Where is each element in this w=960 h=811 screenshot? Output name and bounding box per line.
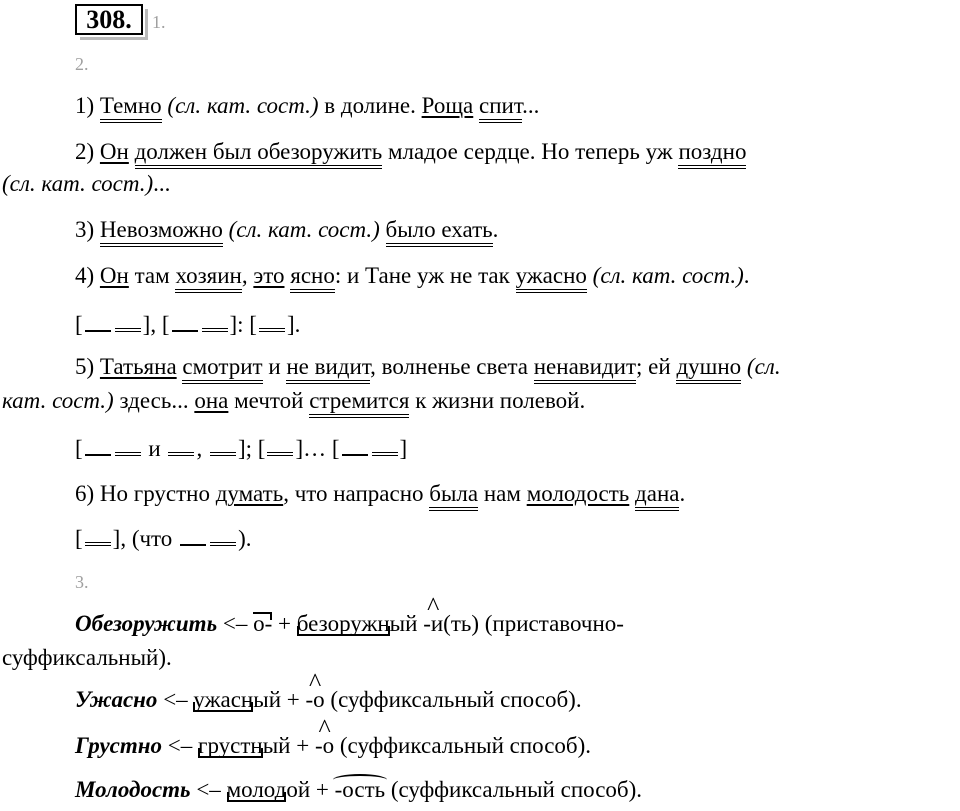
text: , что напрасно <box>283 481 424 506</box>
sentence-number: 4) <box>75 263 95 288</box>
subject: молодость <box>526 481 630 506</box>
predicate: дана <box>635 481 679 511</box>
text: ... <box>153 171 171 196</box>
predicate: Темно <box>100 93 162 123</box>
subject: думать <box>215 481 284 506</box>
sentence-2 <box>75 138 746 166</box>
subject-mark <box>85 310 111 332</box>
sentence-4 <box>75 262 750 290</box>
bracket: ]; [ <box>237 436 266 461</box>
subject-mark <box>172 310 198 332</box>
text: : и Тане уж не так <box>334 263 510 288</box>
grammar-note: (сл. <box>746 354 781 379</box>
morph-4 <box>75 776 642 804</box>
text: , <box>241 263 248 288</box>
predicate-mark <box>259 310 285 332</box>
sentence-6 <box>75 480 685 508</box>
bracket: ] <box>399 436 408 461</box>
predicate-mark <box>267 434 293 456</box>
suffix: ^ -о <box>315 732 334 760</box>
stem: безоружн <box>296 611 390 636</box>
analyzed-word: Грустно <box>75 733 163 758</box>
morph-3 <box>75 732 591 760</box>
predicate-mark <box>115 310 141 332</box>
sentence-1 <box>75 92 539 120</box>
method-desc: (приставочно- <box>484 611 624 636</box>
bracket: ]… [ <box>295 436 340 461</box>
sentence-number: 1) <box>75 93 95 118</box>
text: там <box>134 263 170 288</box>
predicate-mark <box>168 434 194 456</box>
prefix: о- <box>253 611 273 636</box>
subject: Он <box>99 263 129 288</box>
sentence-number: 2) <box>75 139 95 164</box>
schema-3 <box>75 524 251 553</box>
predicate-mark <box>85 524 111 546</box>
arrow: <– <box>196 777 221 802</box>
predicate: стремится <box>309 388 409 418</box>
grammar-note: (сл. кат. сост.) <box>592 263 744 288</box>
ending: (ть) <box>443 611 480 636</box>
text: ый + <box>262 733 310 758</box>
sentence-2-cont <box>2 170 170 198</box>
predicate-mark <box>210 524 236 546</box>
predicate: должен был обезоружить <box>135 139 383 169</box>
analyzed-word: Ужасно <box>75 687 158 712</box>
predicate: спит <box>479 93 522 123</box>
morph-1 <box>75 610 624 638</box>
text: нам <box>483 481 521 506</box>
method-desc: (суффиксальный способ). <box>339 733 592 758</box>
morph-1-cont <box>2 644 172 672</box>
sentence-number: 5) <box>75 354 95 379</box>
predicate: Невозможно <box>100 217 223 247</box>
text: мечтой <box>234 388 304 413</box>
method-desc: (суффиксальный способ). <box>330 687 582 712</box>
stem: грустн <box>198 733 263 758</box>
suffix: -ость <box>334 777 386 802</box>
subject: Роща <box>421 93 474 118</box>
task-3-label: 3. <box>75 572 89 592</box>
text: и <box>268 354 281 379</box>
bracket: ). <box>238 526 252 551</box>
text: , волненье света <box>370 354 528 379</box>
text: ый <box>389 611 418 636</box>
subject-mark <box>85 434 111 456</box>
predicate-mark <box>372 434 398 456</box>
text: Но грустно <box>99 481 210 506</box>
predicate: не видит <box>286 354 370 384</box>
subject: она <box>194 388 229 413</box>
sentence-number: 3) <box>75 217 95 242</box>
predicate-mark <box>115 434 141 456</box>
subject-mark <box>342 434 368 456</box>
predicate: ужасно <box>516 263 587 293</box>
arrow: <– <box>222 611 248 636</box>
analyzed-word: Обезоружить <box>75 611 218 636</box>
method-desc: (суффиксальный способ). <box>390 777 643 802</box>
bracket: ], [ <box>142 312 170 337</box>
bracket: ]. <box>286 312 301 337</box>
bracket: ]: [ <box>229 312 257 337</box>
subject-mark <box>180 524 206 546</box>
text: младое сердце. Но теперь уж <box>387 139 673 164</box>
predicate-mark <box>202 310 228 332</box>
analyzed-word: Молодость <box>75 777 191 802</box>
grammar-note: (сл. кат. сост.) <box>2 171 154 196</box>
morph-2 <box>75 686 582 714</box>
plus: + <box>278 611 291 636</box>
sentence-5-cont <box>2 387 585 415</box>
exercise-number: 308. <box>75 4 143 35</box>
text: ой + <box>286 777 329 802</box>
grammar-note: (сл. кат. сост.) <box>167 93 319 118</box>
text: . <box>492 217 499 242</box>
subject: Татьяна <box>99 354 177 379</box>
predicate: хозяин <box>175 263 241 293</box>
bracket: [ <box>75 436 83 461</box>
suffix: ^ -и <box>423 610 443 638</box>
predicate: было ехать <box>386 217 493 247</box>
text: . <box>743 263 750 288</box>
comma: , <box>196 436 203 461</box>
predicate: поздно <box>678 139 746 169</box>
predicate: душно <box>676 354 741 384</box>
text: . <box>679 481 686 506</box>
text: к жизни полевой. <box>415 388 586 413</box>
arrow: <– <box>163 687 188 712</box>
text: в долине. <box>324 93 416 118</box>
schema-2 <box>75 434 407 463</box>
text: ый + <box>253 687 300 712</box>
sentence-3 <box>75 216 498 244</box>
stem: ужасн <box>193 687 254 712</box>
task-2-label: 2. <box>75 54 89 74</box>
sentence-5 <box>75 353 781 381</box>
subject: это <box>253 263 285 288</box>
grammar-note: кат. сост.) <box>2 388 114 413</box>
text: ; ей <box>636 354 671 379</box>
stem: молод <box>226 777 287 802</box>
predicate: смотрит <box>182 354 262 384</box>
schema-1 <box>75 310 300 339</box>
suffix: ^ -о <box>305 686 324 714</box>
method-desc: суффиксальный). <box>2 645 172 670</box>
text: здесь... <box>119 388 189 413</box>
predicate: ненавидит <box>534 354 636 384</box>
sentence-number: 6) <box>75 481 95 506</box>
subject: Он <box>99 139 129 164</box>
predicate: была <box>429 481 478 511</box>
bracket: ], (что <box>112 526 173 551</box>
task-1-label: 1. <box>152 12 166 32</box>
bracket: [ <box>75 312 83 337</box>
text: ... <box>522 93 540 118</box>
predicate-mark <box>210 434 236 456</box>
conjunction: и <box>148 436 161 461</box>
bracket: [ <box>75 526 83 551</box>
predicate: ясно <box>290 263 335 293</box>
grammar-note: (сл. кат. сост.) <box>228 217 380 242</box>
arrow: <– <box>167 733 193 758</box>
